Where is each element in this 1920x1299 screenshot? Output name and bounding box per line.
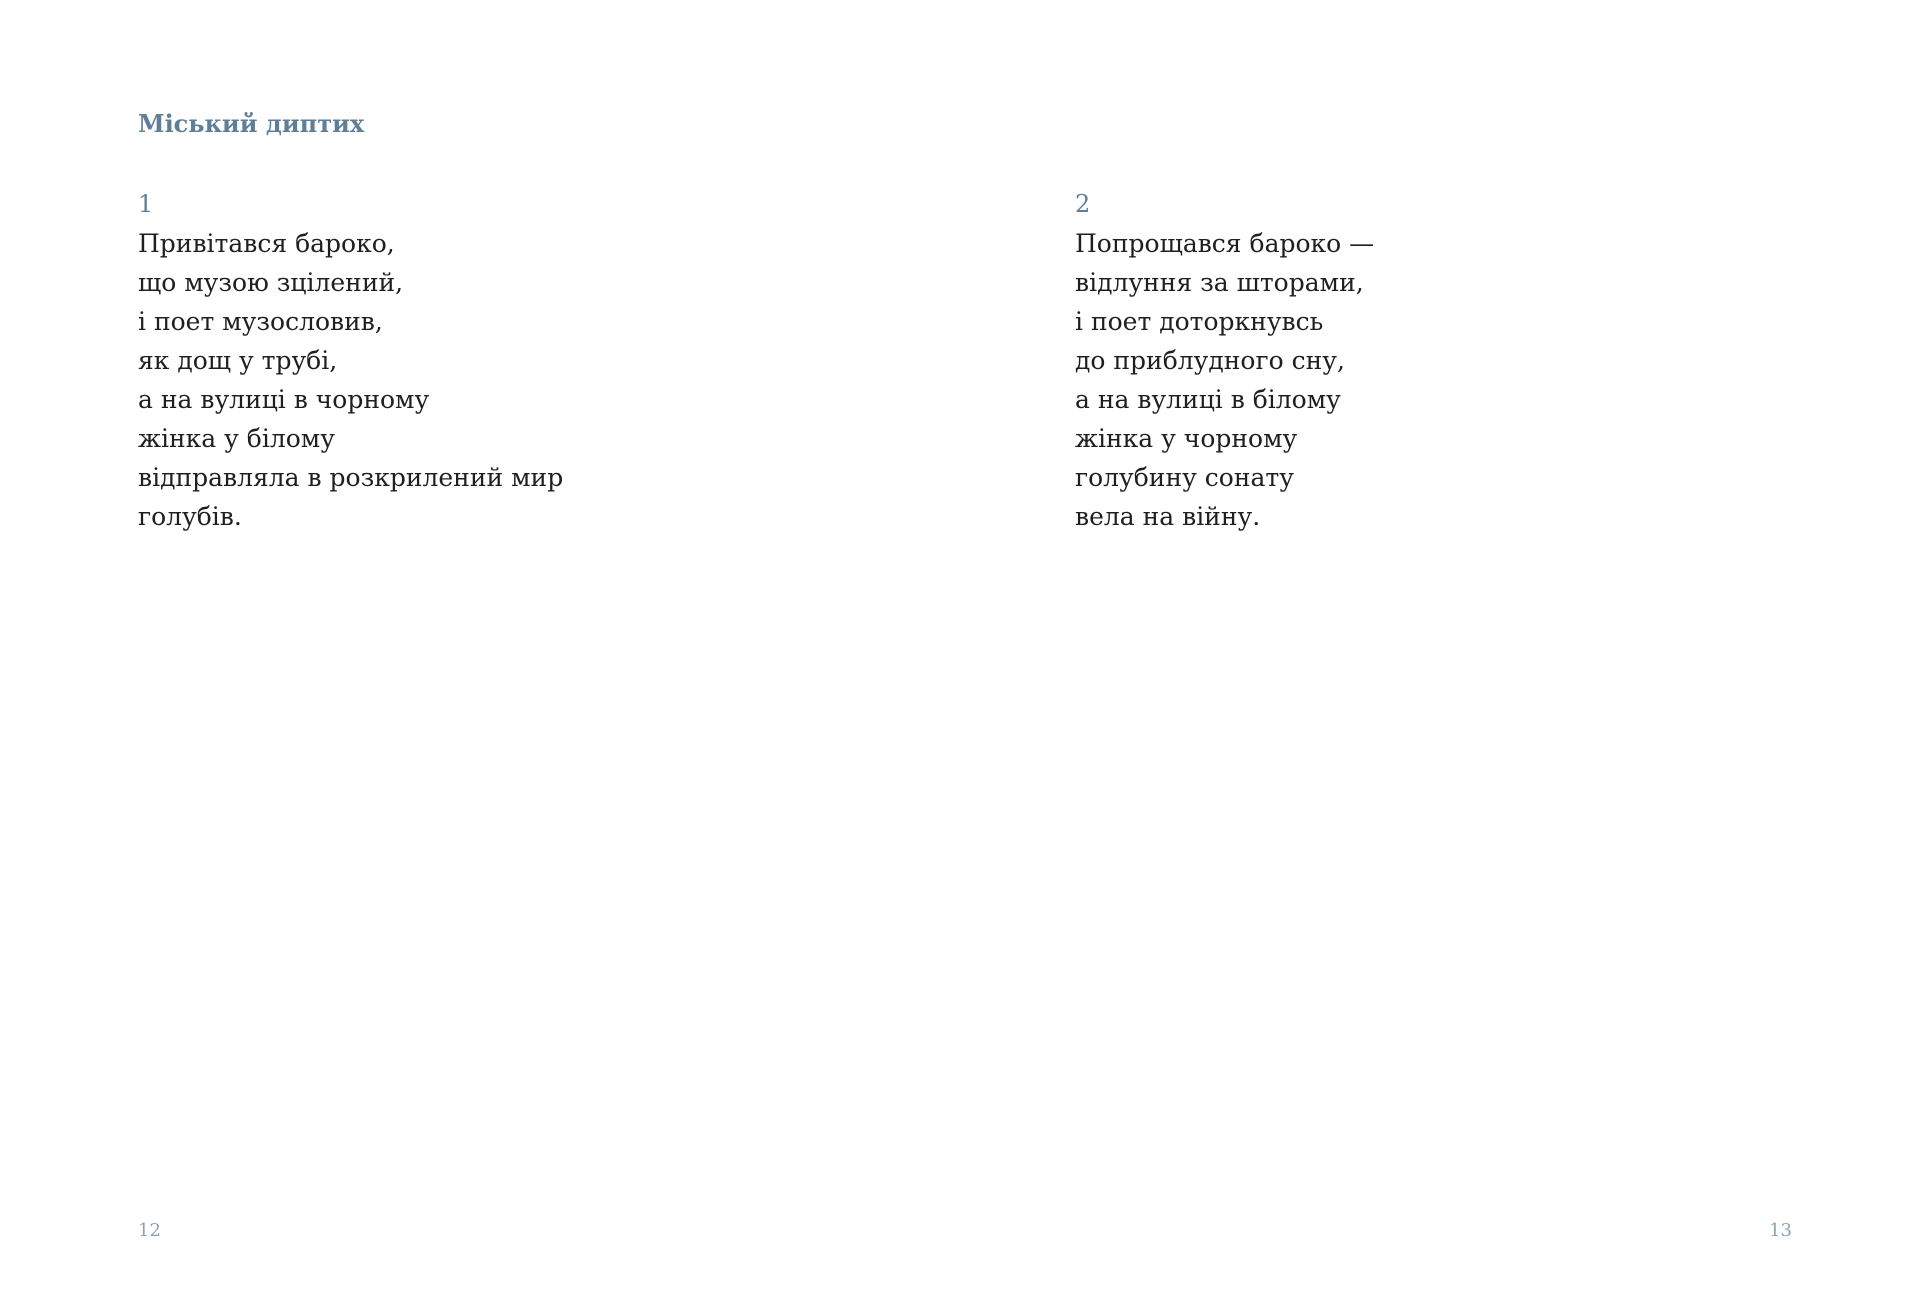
poem-line: жінка у чорному [1075, 424, 1298, 453]
page-number-right: 13 [1769, 1220, 1792, 1241]
poem-line: і поет музословив, [138, 307, 383, 336]
poem-part-1 [138, 185, 563, 536]
poem-line: відлуння за шторами, [1075, 268, 1364, 297]
poem-line: а на вулиці в білому [1075, 385, 1341, 414]
poem-line: відправляла в розкрилений мир [138, 463, 564, 492]
poem-line: голубів. [138, 502, 242, 531]
poem-line: вела на війну. [1075, 502, 1261, 531]
poem-line: Привітався бароко, [138, 229, 395, 258]
poem-line: і поет доторкнувсь [1075, 307, 1324, 336]
poem-part-number: 2 [1075, 190, 1091, 218]
poem-part-number: 1 [138, 190, 154, 218]
poem-line: жінка у білому [138, 424, 335, 453]
poem-stanza [138, 224, 563, 536]
poem-line: голубину сонату [1075, 463, 1294, 492]
page-title: Міський диптих [138, 109, 365, 138]
poem-line: як дощ у трубі, [138, 346, 338, 375]
poem-line: Попрощався бароко — [1075, 229, 1375, 258]
poem-stanza [1075, 224, 1374, 536]
poem-part-2 [1075, 185, 1374, 536]
poem-line: до приблудного сну, [1075, 346, 1345, 375]
poem-line: що музою зцілений, [138, 268, 404, 297]
poem-line: а на вулиці в чорному [138, 385, 430, 414]
page-number-left: 12 [138, 1220, 161, 1241]
